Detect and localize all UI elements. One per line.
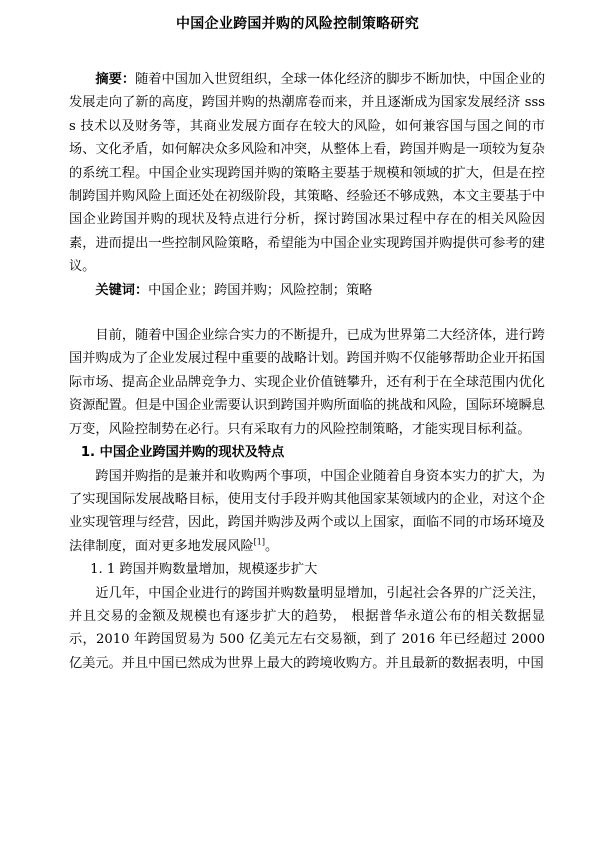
section-1-text: 跨国并购指的是兼并和收购两个事项，中国企业随着自身资本实力的扩大，为了实现国际发展战略目标，使用支付手段并购其他国家某领域内的企业，对这个企业实现管理与经营，因此，跨国并购涉及两个或以上国家，面临不同的市场环境及法律制度，面对更多地发展风险	[69, 468, 545, 554]
section-1-text-end: 。	[264, 538, 279, 554]
paper-title: 中国企业跨国并购的风险控制策略研究	[175, 16, 420, 32]
section-gap	[69, 302, 545, 324]
keywords-text: 中国企业；跨国并购；风险控制；策略	[148, 282, 373, 298]
section-1-paragraph	[69, 465, 545, 559]
abstract-paragraph	[69, 68, 545, 279]
intro-paragraph: 目前，随着中国企业综合实力的不断提升，已成为世界第二大经济体，进行跨国并购成为了企业发展过程中重要的战略计划。跨国并购不仅能够帮助企业开拓国际市场、提高企业品牌竞争力、实现企业价值链攀升，还有利于在全球范围内优化资源配置。但是中国企业需要认识到跨国并购所面临的挑战和风险，国际环境瞬息万变，风险控制势在必行。只有采取有力的风险控制策略，才能实现目标利益。	[69, 328, 545, 437]
abstract-label: 摘要：	[95, 72, 136, 87]
section-1-heading: 1. 中国企业跨国并购的现状及特点	[80, 445, 285, 461]
abstract-text: 随着中国加入世贸组织，全球一体化经济的脚步不断加快，中国企业的发展走向了新的高度，跨国并购的热潮席卷而来，并且逐渐成为国家发展经济 ssss 技术以及财务等，其商业发展方面存在较大的风险，如何兼容国与国之间的市场、文化矛盾，如何解决众多风险和冲突，从整体上看，跨国并购是一项较为复杂的系统工程。中国企业实现跨国并购的策略主要基于规模和领域的扩大，但是在控制跨国并购风险上面还处在初级阶段，其策略、经验还不够成熟，本文主要基于中国企业跨国并购的现状及特点进行分析，探讨跨国冰果过程中存在的相关风险因素，进而提出一些控制风险策略，希望能为中国企业实现跨国并购提供可参考的建议。	[69, 72, 546, 275]
citation-marker: [1]	[253, 537, 265, 547]
keywords-label: 关键词：	[95, 282, 149, 298]
section-1-1-paragraph: 近几年，中国企业进行的跨国并购数量明显增加，引起社会各界的广泛关注，并且交易的金额及规模也有逐步扩大的趋势， 根据普华永道公布的相关数据显示，2010 年跨国贸易为 500 亿美元左右交易额，到了 2016 年已经超过 2000 亿美元。并且中国已然成为世界上最大的跨境收购方。并且最新的数据表明，中国	[69, 585, 545, 671]
section-1-1-heading: 1. 1 跨国并购数量增加，规模逐步扩大	[90, 562, 318, 578]
paper-body	[69, 68, 545, 675]
keywords-line	[69, 279, 545, 302]
